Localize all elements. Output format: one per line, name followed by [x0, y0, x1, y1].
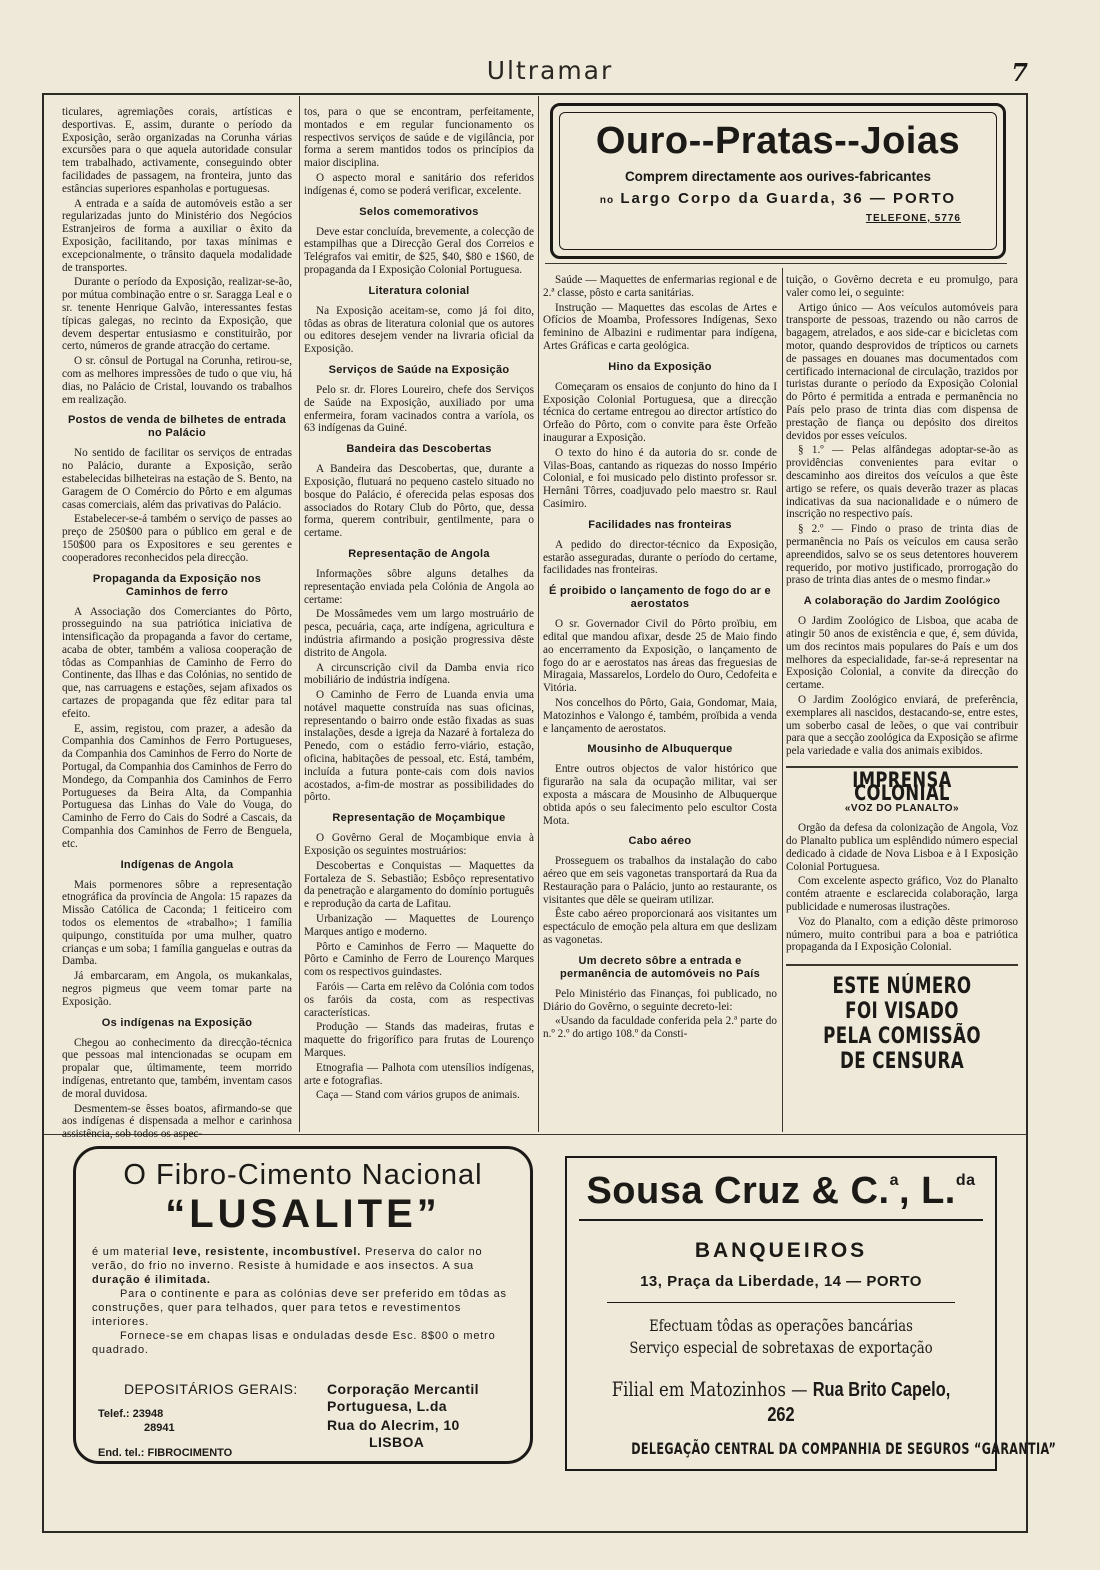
paragraph: Já embarcaram, em Angola, os mukankalas, negros pigmeus que veem tomar parte na Exposição.	[62, 970, 292, 1008]
ad-telephone: TELEFONE, 5776	[865, 213, 961, 224]
paragraph: ticulares, agremiações corais, artísticas e desportivas. E, assim, durante o período da Exposição, serão organizadas na Corunha várias excursões para o que aquela autoridade consular tem trabalhado, activamente, conseguindo obter facilidades de passagem, na fronteira, junto das estâncias superiores espanholas e portuguesas.	[62, 106, 292, 195]
section-heading: Facilidades nas fronteiras	[588, 518, 732, 531]
paragraph: O Jardim Zoológico enviará, de preferência, exemplares ali nascidos, destacando-se, entre estes, um soberbo casal de leões, o que vai contribuir para que a secção zoológica da Exposição se afirme pela variedade e valia dos animais exibidos.	[786, 693, 1018, 758]
paragraph: A pedido do director-técnico da Exposição, estarão asseguradas, durante o período do certame, facilidades nas fronteiras.	[543, 538, 777, 577]
paragraph: A entrada e a saída de automóveis estão a ser regularizadas junto do Ministério dos Negócios Estranjeiros de forma a auxiliar o êxito da Exposição, facilitando, por taxas mínimas e excepcionalmente, o trânsito daquela modalidade de transportes.	[62, 197, 292, 274]
ad-bank-name	[567, 1170, 995, 1213]
paragraph: Prosseguem os trabalhos da instalação do cabo aéreo que em seis vagonetas transportará da Rua da Restauração para o Palácio, junto ao restaurante, os visitantes que dêle se queiram utilizar.	[543, 855, 777, 906]
paragraph: Na Exposição aceitam-se, como já foi dito, tôdas as obras de literatura colonial que os autores ou editores desejem vender na livraria oficial da Exposição.	[304, 304, 534, 356]
paragraph: O texto do hino é da autoria do sr. conde de Vilas-Boas, cantando as riquezas do nosso Império Colonial, e foi musicado pelo distinto professor sr. Hernâni Tôrres, coadjuvado pelo maestro sr. Raul Casimiro.	[543, 446, 777, 510]
masthead	[0, 56, 1100, 92]
telephone-line: 28941	[144, 1422, 175, 1434]
ad-address-prefix: no	[599, 195, 615, 206]
paragraph: Voz do Planalto, com a edição dêste primoroso número, muito contribui para a boa e patriótica propaganda da I Exposição Colonial.	[786, 915, 1018, 954]
paragraph: Faróis — Carta em relêvo da Colónia com todos os faróis da costa, com as respectivas características.	[304, 981, 534, 1019]
ad-divider	[579, 1219, 983, 1221]
paragraph: Urbanização — Maquettes de Lourenço Marques antigo e moderno.	[304, 913, 534, 938]
paragraph: A Associação dos Comerciantes do Pôrto, prosseguindo na sua patriótica iniciativa de intensificação da propaganda a favor do certame, acaba de obter, também a valiosa cooperação de tôdas as Companhias de Caminho de Ferro do Continente, das Ilhas e das Colónias, no sentido de que, nas carruagens e estações, sejam afixados os cartazes de propaganda que fêz editar para tal efeito.	[62, 605, 292, 720]
column-4	[786, 274, 1018, 1130]
column-rule	[299, 96, 300, 1132]
column-rule	[782, 268, 783, 1132]
section-heading: Serviços de Saúde na Exposição	[328, 363, 510, 376]
paragraph: O sr. Governador Civil do Pôrto proïbiu, em edital que mandou afixar, desde 25 de Maio findo ao encerramento da Exposição, o lançamento de fogo do ar e aerostatos nas áreas das freguesias de Miragaia, Massarelos, Lordelo do Ouro, Cedofeita e Vitória.	[543, 618, 777, 695]
ad-address-text: Largo Corpo da Guarda, 36 — PORTO	[620, 190, 957, 207]
paragraph: § 1.º — Pelas alfândegas adoptar-se-ão as providências convenientes para evitar o descaminho aos direitos dos veículos a que êste artigo se refere, os quais deverão trazer as placas indicativas da sua nacionalidade e o número de inscrição no respectivo país.	[786, 444, 1018, 521]
ad-lusalite	[73, 1146, 533, 1464]
paragraph: Entre outros objectos de valor histórico que figurarão na sala da ocupação militar, vai ser exposta a máscara de Mousinho de Albuquerque obtida após o seu falecimento pelo escultor Costa Mota.	[543, 763, 777, 827]
ad-brand: “LUSALITE”	[165, 1192, 441, 1236]
company-address: Rua do Alecrim, 10	[327, 1417, 460, 1433]
paragraph: De Mossâmedes vem um largo mostruário de pesca, pecuária, caça, arte indígena, agricultura e indústria afirmando a posição progressiva dêste distrito de Angola.	[304, 608, 534, 659]
paragraph: § 2.º — Findo o praso de trinta dias de permanência no País os veículos em causa serão apreendidos, salvo se os seus detentores houverem requerido, por motivo justificado, prorrogação do praso de trinta dias antes de o mesmo findar.»	[786, 523, 1018, 587]
superscript: da	[955, 1172, 976, 1189]
paragraph: Nos concelhos do Pôrto, Gaia, Gondomar, Maia, Matozinhos e Valongo é, também, proïbida a venda e lançamento de aerostatos.	[543, 696, 777, 735]
section-divider	[786, 964, 1018, 966]
section-heading: Mousinho de Albuquerque	[587, 743, 733, 756]
paragraph: Produção — Stands das madeiras, frutas e maquette do frigorífico para frutas de Lourenço Marques.	[304, 1021, 534, 1060]
ad-bank-address: 13, Praça da Liberdade, 14 — PORTO	[640, 1273, 922, 1290]
company-city: LISBOA	[369, 1434, 425, 1450]
name-text: Sousa Cruz & C.	[586, 1170, 890, 1212]
paragraph: Estabelecer-se-á também o serviço de passes ao preço de 250$00 para o público em geral e de 150$00 para os Expositores e seu gerentes e cooperadores reconhecidos pela direcção.	[62, 513, 292, 564]
ad-inner-frame	[559, 112, 997, 250]
paragraph: Desmentem-se êsses boatos, afirmando-se que aos indígenas é dispensada a melhor e carinhosa assistência, sob todos os aspec-	[62, 1102, 292, 1141]
paragraph: Artigo único — Aos veículos automóveis para transporte de pessoas, trazendo ou não carros de bagagem, atrelados, e aos side-car e bicicletas com motor, quando desprovidos de trípticos ou carnets de passages en douanes mas documentados com certificado internacional de circulação, trazidos por turistas durante o período da Exposição Colonial do Pôrto é permitida a entrada e permanência no País pelo praso de trinta dias com dispensa de prestação de fiança ou depósito dos direitos devidos por esses veículos.	[786, 301, 1018, 442]
section-heading: Cabo aéreo	[628, 835, 692, 848]
bold-span: duração é ilimitada.	[92, 1274, 211, 1286]
operations-line: Serviço especial de sobretaxas de exportação	[629, 1338, 933, 1357]
ad-title: Ouro--Pratas--Joias	[595, 120, 961, 162]
paragraph: Deve estar concluída, brevemente, a colecção de estampilhas que a Direcção Geral dos Correios e Telégrafos vai emitir, de $25, $40, $80 e 1$60, de propaganda da I Exposição Colonial Portuguesa.	[304, 225, 534, 276]
paragraph: A circunscrição civil da Damba envia rico mobiliário de indústria indígena.	[304, 661, 534, 687]
paragraph: Orgão da defesa da colonização de Angola, Voz do Planalto publica um esplêndido número especial dedicado à cidade de Nova Lisboa e à I Exposição Colonial Portuguesa.	[786, 822, 1018, 873]
paragraph: tuição, o Govêrno decreta e eu promulgo, para valer como lei, o seguinte:	[786, 274, 1018, 299]
ad-sousa-cruz	[565, 1156, 1057, 1471]
paragraph: Pôrto e Caminhos de Ferro — Maquette do Pôrto e Caminho de Ferro de Lourenço Marques com os respectivos guindastes.	[304, 940, 534, 979]
paragraph: Chegou ao conhecimento da direcção-técnica que pessoas mal intencionadas se ocupam em propalar que, últimamente, teem morrido indígenas, entretanto que, também, inventam casos de moral duvidosa.	[62, 1036, 292, 1100]
superscript: a	[889, 1172, 899, 1189]
paragraph: «Usando da faculdade conferida pela 2.ª parte do n.º 2.º do artigo 108.º da Consti-	[543, 1015, 777, 1041]
column-1	[62, 106, 292, 1141]
paragraph: Durante o período da Exposição, realizar-se-ão, por mútua combinação entre o sr. Saragga Leal e o sr. tenente Henrique Galvão, interessantes festas típicas galegas, no recinto da Exposição, que devem despertar entusiasmo e constituirão, por certo, números de grande atracção do certame.	[62, 276, 292, 353]
paragraph: Êste cabo aéreo proporcionará aos visitantes um espectáculo de emoção pela altura em que deslizam as vagonetas.	[543, 908, 777, 947]
column-rule	[538, 96, 539, 1132]
section-heading: Indígenas de Angola	[120, 858, 234, 871]
ad-paragraph: Para o continente e para as colónias deve ser preferido em tôdas as construções, quer para telhados, quer para tetos e revestimentos interiores.	[92, 1288, 507, 1328]
ad-ouro-pratas-joias	[550, 103, 1006, 259]
paragraph: Instrução — Maquettes das escolas de Artes e Ofícios de Moamba, Professores Indígenas, Sexo feminino de Albazini e rudimentar para indígena, Artes Gráficas e carta geológica.	[543, 301, 777, 352]
paragraph: Caça — Stand com vários grupos de animais.	[316, 1089, 520, 1102]
section-heading: Postos de venda de bilhetes de entrada no Palácio	[67, 414, 286, 440]
company-line: Corporação Mercantil	[327, 1381, 479, 1397]
section-heading: A colaboração do Jardim Zoológico	[803, 595, 1001, 608]
ad-divider	[607, 1302, 955, 1303]
ad-telegraph-address: End. tel.: FIBROCIMENTO	[98, 1447, 233, 1459]
telephone-line: Telef.: 23948	[98, 1408, 164, 1420]
ad-rule	[545, 263, 1007, 264]
section-heading: Representação de Moçambique	[332, 812, 506, 825]
ad-banqueiros: BANQUEIROS	[694, 1239, 868, 1262]
text-span: é um material	[92, 1246, 173, 1258]
section-heading: Literatura colonial	[368, 284, 470, 297]
column-3	[543, 274, 777, 1130]
branch-address: Rua Brito Capelo, 262	[767, 1379, 951, 1426]
paragraph: Descobertas e Conquistas — Maquettes da Fortaleza de S. Sebastião; Esbôço representativo da penetração e alargamento do domínio português e reprodução da carta de Lafitau.	[304, 859, 534, 911]
paragraph: Com excelente aspecto gráfico, Voz do Planalto contém atraente e esclarecida colaboração, larga publicidade e numerosas ilustrações.	[786, 875, 1018, 914]
ad-heading: O Fibro-Cimento Nacional	[123, 1159, 483, 1191]
paragraph: No sentido de facilitar os serviços de entradas no Palácio, durante a Exposição, serão estabelecidas bilheteiras na estação de S. Bento, na Garagem de O Comércio do Pôrto e em algumas casas comerciais, além das privativas do Palácio.	[62, 447, 292, 511]
voz-do-planalto-subheading: «VOZ DO PLANALTO»	[844, 803, 960, 815]
paragraph: Mais pormenores sôbre a representação etnográfica da província de Angola: 15 rapazes da Missão Católica de Caconda; 1 feiticeiro com todos os elementos de «trabalho»; 1 família quipungo, constituída por uma mulher, quatro crianças e um soba; 1 família ganguelas e outras da Damba.	[62, 878, 292, 968]
ad-telephones	[98, 1407, 175, 1435]
paragraph: O sr. cônsul de Portugal na Corunha, retirou-se, com as melhores impressões de tudo o que viu, há dias, no Palácio de Cristal, louvando os trabalhos em realização.	[62, 355, 292, 406]
section-heading: Hino da Exposição	[608, 360, 712, 373]
bold-span: leve, resistente, incombustível.	[172, 1246, 362, 1258]
paragraph: O Jardim Zoológico de Lisboa, que acaba de atingir 50 anos de existência e que, é, sem dúvida, um dos recintos mais populares do País e um dos melhores da especialidade, far-se-á representar na Exposição Colonial, a convite da direcção do certame.	[786, 615, 1018, 692]
paragraph: Etnografia — Palhota com utensílios indígenas, arte e fotografias.	[304, 1061, 534, 1087]
section-heading: Propaganda da Exposição nos Caminhos de ferro	[92, 572, 262, 598]
operations-line: Efectuam tôdas as operações bancárias	[649, 1316, 913, 1335]
ad-delegation: DELEGAÇÃO CENTRAL DA COMPANHIA DE SEGUROS “GARANTIA”	[631, 1439, 1057, 1458]
text-span: Preserva do calor no verão, do frio no inverno. Resiste à humidade e aos insectos. A sua	[92, 1246, 483, 1272]
ad-paragraph	[92, 1245, 514, 1287]
branch-label: Filial em Matozinhos —	[611, 1377, 813, 1401]
ad-body	[92, 1245, 514, 1357]
censorship-notice-line-1: ESTE NÚMERO FOI VISADO	[832, 974, 972, 1025]
paragraph: tos, para o que se encontram, perfeitamente, montados e em regular funcionamento os respectivos serviços de saúde e de vigilância, por forma a serem mantidos todos os princípios da maior disciplina.	[304, 106, 534, 170]
censorship-notice-line-2: PELA COMISSÃO DE CENSURA	[823, 1024, 981, 1075]
section-heading: É proibido o lançamento de fogo do ar e aerostatos	[549, 585, 771, 611]
paragraph: Começaram os ensaios de conjunto do hino da I Exposição Colonial Portuguesa, que a direcção técnica do certame entregou ao director artístico do Orfeão do Pôrto, com o convite para êste Orfeão inaugurar a Exposição.	[543, 380, 777, 444]
ad-branch	[606, 1377, 957, 1427]
section-heading: Selos comemorativos	[359, 205, 479, 218]
ad-operations	[606, 1315, 957, 1359]
paragraph: O aspecto moral e sanitário dos referidos indígenas é, como se poderá verificar, excelente.	[304, 171, 534, 197]
name-text: , L.	[898, 1170, 956, 1212]
depositarios-label: DEPOSITÁRIOS GERAIS:	[124, 1381, 298, 1397]
paragraph: Pelo Ministério das Finanças, foi publicado, no Diário do Govêrno, o seguinte decreto-lei:	[543, 987, 777, 1013]
paragraph: O Govêrno Geral de Moçambique envia à Exposição os seguintes mostruários:	[304, 832, 534, 858]
paragraph: Pelo sr. dr. Flores Loureiro, chefe dos Serviços de Saúde na Exposição, auxiliado por uma enfermeira, foram vacinados contra a varíola, os 63 indígenas da Guiné.	[304, 383, 534, 435]
imprensa-colonial-heading: IMPRENSA COLONIAL	[852, 767, 952, 805]
paragraph: Informações sôbre alguns detalhes da representação enviada pela Colónia de Angola ao certame:	[304, 567, 534, 606]
section-heading: Bandeira das Descobertas	[346, 443, 492, 456]
section-heading: Os indígenas na Exposição	[101, 1016, 253, 1029]
paragraph: E, assim, registou, com prazer, a adesão da Companhia dos Caminhos de Ferro Portugueses, da Companhia dos Caminhos de Ferro do Norte de Portugal, da Companhia dos Caminhos de Ferro do Mondego, da Companhia dos Caminhos de Ferro Portugueses da Beira Alta, da Companhia Portuguesa das Linhas do Vale do Vouga, do Caminho de Ferro do Cais do Sodré a Cascais, da Companhia dos Caminhos de Ferro de Benguela, etc.	[62, 722, 292, 850]
page-number: 7	[1011, 58, 1028, 87]
paragraph: A Bandeira das Descobertas, que, durante a Exposição, flutuará no pequeno castelo situado no bosque do Palácio, é oferecida pelas esposas dos associados do Rotary Club do Pôrto, que, dessa forma, querem contribuir, gentilmente, para o certame.	[304, 463, 534, 540]
column-2	[304, 106, 534, 1130]
paragraph: Saúde — Maquettes de enfermarias regional e de 2.ª classe, pôsto e carta sanitárias.	[543, 274, 777, 299]
paragraph: O Caminho de Ferro de Luanda envia uma notável maquette construída nas suas oficinas, representando o bairro onde estão fixadas as suas instalações, desde a igreja da Nazaré à fortaleza do Penedo, com o estádio ferro-viário, estação, oficina, habitações de pessoal, etc. Está, também, incluída a futura ponte-cais com dois navios acostados, a-fim-de mostrar as possibilidades do pôrto.	[304, 689, 534, 804]
company-line: Portuguesa, L.da	[327, 1398, 447, 1414]
publication-title: Ultramar	[486, 56, 614, 85]
section-heading: Um decreto sôbre a entrada e permanência de automóveis no País	[559, 954, 761, 980]
ad-subtitle: Comprem directamente aos ourives-fabricantes	[624, 169, 932, 184]
section-heading: Representação de Angola	[348, 547, 490, 560]
depositarios-company	[327, 1381, 479, 1451]
ad-paragraph: Fornece-se em chapas lisas e onduladas desde Esc. 8$00 o metro quadrado.	[92, 1330, 496, 1356]
